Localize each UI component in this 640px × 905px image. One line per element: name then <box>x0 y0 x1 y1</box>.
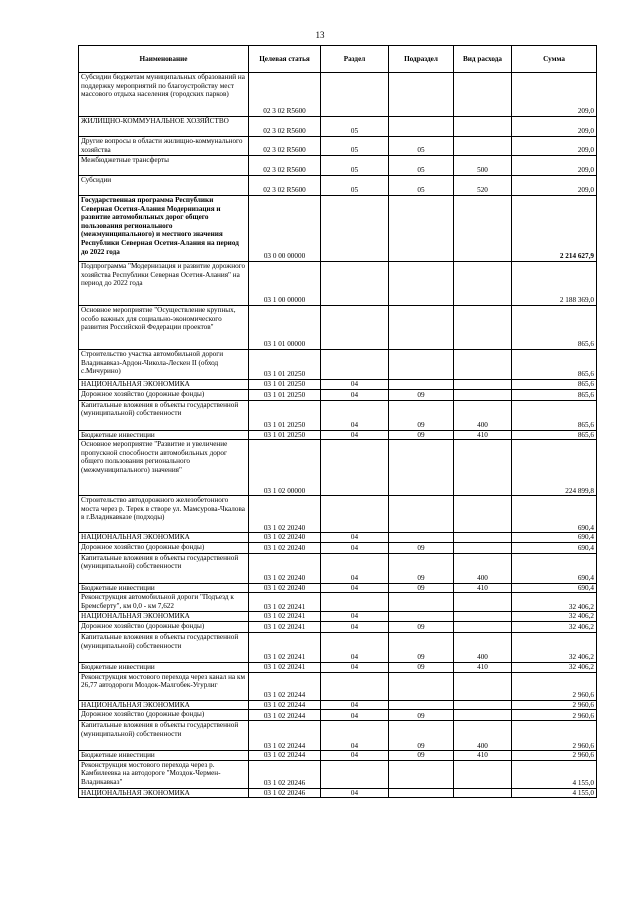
row-target: 03 1 02 20244 <box>249 751 321 761</box>
row-section: 04 <box>321 751 389 761</box>
row-sum: 865,6 <box>512 350 597 380</box>
row-sum: 32 406,2 <box>512 621 597 632</box>
row-subsection <box>389 612 454 622</box>
row-subsection <box>389 196 454 262</box>
header-expense-type: Вид расхода <box>454 46 512 73</box>
row-section: 04 <box>321 612 389 622</box>
row-name: НАЦИОНАЛЬНАЯ ЭКОНОМИКА <box>79 700 249 710</box>
row-subsection <box>389 533 454 543</box>
row-sum: 2 960,6 <box>512 700 597 710</box>
row-expense-type: 520 <box>454 176 512 196</box>
row-target: 03 1 02 20241 <box>249 632 321 662</box>
table-row <box>79 496 597 533</box>
row-name: Государственная программа Республики Северная Осетия-Алания Модернизация и развитие автомобильных дорог общего пользования регионального (межмуниципального) и местного значения Республики Северная Осетия-Алания на период до 2022 года <box>79 196 249 262</box>
row-subsection: 09 <box>389 632 454 662</box>
row-sum: 690,4 <box>512 542 597 553</box>
row-sum: 865,6 <box>512 306 597 350</box>
budget-table <box>78 45 597 798</box>
row-expense-type <box>454 350 512 380</box>
row-subsection <box>389 380 454 390</box>
row-target: 03 1 02 20246 <box>249 760 321 788</box>
row-expense-type <box>454 612 512 622</box>
row-subsection: 09 <box>389 542 454 553</box>
row-sum: 209,0 <box>512 176 597 196</box>
row-name: НАЦИОНАЛЬНАЯ ЭКОНОМИКА <box>79 788 249 798</box>
table-row <box>79 542 597 553</box>
row-target: 03 1 02 20240 <box>249 553 321 583</box>
row-section: 04 <box>321 400 389 430</box>
row-sum: 32 406,2 <box>512 662 597 672</box>
row-section <box>321 196 389 262</box>
row-name: Реконструкция автомобильной дороги "Подъезд к Бремсберту", км 0,0 - км 7,622 <box>79 593 249 612</box>
row-sum: 690,4 <box>512 496 597 533</box>
row-section: 04 <box>321 553 389 583</box>
row-target: 03 1 02 00000 <box>249 440 321 496</box>
table-row <box>79 533 597 543</box>
row-expense-type <box>454 380 512 390</box>
row-sum: 32 406,2 <box>512 632 597 662</box>
row-section <box>321 73 389 117</box>
row-target: 03 1 01 20250 <box>249 350 321 380</box>
row-sum: 2 960,6 <box>512 721 597 751</box>
table-header-row <box>79 46 597 73</box>
row-target: 03 1 02 20240 <box>249 533 321 543</box>
row-name: ЖИЛИЩНО-КОММУНАЛЬНОЕ ХОЗЯЙСТВО <box>79 117 249 137</box>
row-name: Основное мероприятие "Развитие и увеличение пропускной способности автомобильных дорог общего пользования регионального (межмуниципального) значения" <box>79 440 249 496</box>
row-expense-type: 400 <box>454 400 512 430</box>
row-expense-type: 410 <box>454 662 512 672</box>
row-section: 04 <box>321 700 389 710</box>
row-section <box>321 306 389 350</box>
row-name: Межбюджетные трансферты <box>79 156 249 176</box>
row-subsection <box>389 788 454 798</box>
row-target: 03 1 02 20240 <box>249 542 321 553</box>
row-section <box>321 760 389 788</box>
row-expense-type <box>454 788 512 798</box>
row-subsection: 09 <box>389 400 454 430</box>
row-target: 03 1 02 20244 <box>249 672 321 700</box>
row-expense-type: 400 <box>454 632 512 662</box>
row-name: НАЦИОНАЛЬНАЯ ЭКОНОМИКА <box>79 533 249 543</box>
row-sum: 865,6 <box>512 430 597 440</box>
row-expense-type <box>454 760 512 788</box>
row-name: Капитальные вложения в объекты государственной (муниципальной) собственности <box>79 721 249 751</box>
row-sum: 209,0 <box>512 73 597 117</box>
row-subsection <box>389 593 454 612</box>
row-sum: 4 155,0 <box>512 788 597 798</box>
row-expense-type <box>454 73 512 117</box>
row-sum: 2 188 369,0 <box>512 262 597 306</box>
table-row <box>79 662 597 672</box>
row-section: 04 <box>321 430 389 440</box>
row-name: Капитальные вложения в объекты государственной (муниципальной) собственности <box>79 632 249 662</box>
row-expense-type <box>454 306 512 350</box>
row-target: 03 1 02 20244 <box>249 700 321 710</box>
table-row <box>79 612 597 622</box>
row-target: 02 3 02 R5600 <box>249 176 321 196</box>
row-name: НАЦИОНАЛЬНАЯ ЭКОНОМИКА <box>79 380 249 390</box>
row-target: 03 1 02 20241 <box>249 612 321 622</box>
row-expense-type <box>454 621 512 632</box>
table-row <box>79 583 597 593</box>
row-name: Субсидии <box>79 176 249 196</box>
row-sum: 32 406,2 <box>512 593 597 612</box>
row-target: 02 3 02 R5600 <box>249 137 321 156</box>
row-subsection: 05 <box>389 156 454 176</box>
row-subsection: 09 <box>389 662 454 672</box>
row-expense-type <box>454 389 512 400</box>
row-subsection: 05 <box>389 137 454 156</box>
row-section <box>321 496 389 533</box>
row-expense-type <box>454 117 512 137</box>
table-row <box>79 380 597 390</box>
table-body <box>79 73 597 798</box>
row-expense-type: 410 <box>454 751 512 761</box>
table-row <box>79 710 597 721</box>
row-name: Бюджетные инвестиции <box>79 662 249 672</box>
table-row <box>79 632 597 662</box>
row-sum: 865,6 <box>512 389 597 400</box>
row-section: 04 <box>321 583 389 593</box>
row-target: 02 3 02 R5600 <box>249 117 321 137</box>
row-target: 03 1 02 20240 <box>249 496 321 533</box>
row-target: 03 0 00 00000 <box>249 196 321 262</box>
row-target: 03 1 01 20250 <box>249 400 321 430</box>
row-name: Бюджетные инвестиции <box>79 430 249 440</box>
table-row <box>79 430 597 440</box>
row-subsection: 09 <box>389 430 454 440</box>
row-expense-type: 410 <box>454 583 512 593</box>
row-name: Реконструкция мостового перехода через р. Камбилеевка на автодороге "Моздок-Чермен-Владикавказ" <box>79 760 249 788</box>
row-sum: 690,4 <box>512 553 597 583</box>
table-row <box>79 721 597 751</box>
row-sum: 2 214 627,9 <box>512 196 597 262</box>
row-name: Строительство автодорожного железобетонного моста через р. Терек в створе ул. Мамсурова-Чкалова в г.Владикавказе (подходы) <box>79 496 249 533</box>
row-sum: 2 960,6 <box>512 751 597 761</box>
row-target: 03 1 02 20244 <box>249 721 321 751</box>
row-expense-type <box>454 196 512 262</box>
table-row <box>79 389 597 400</box>
row-expense-type: 400 <box>454 721 512 751</box>
table-row <box>79 400 597 430</box>
row-section: 05 <box>321 117 389 137</box>
row-subsection <box>389 306 454 350</box>
row-section <box>321 350 389 380</box>
row-expense-type <box>454 440 512 496</box>
row-subsection <box>389 73 454 117</box>
row-sum: 2 960,6 <box>512 710 597 721</box>
row-section <box>321 262 389 306</box>
row-name: Дорожное хозяйство (дорожные фонды) <box>79 710 249 721</box>
row-sum: 209,0 <box>512 117 597 137</box>
row-subsection: 09 <box>389 553 454 583</box>
row-expense-type: 410 <box>454 430 512 440</box>
row-target: 03 1 00 00000 <box>249 262 321 306</box>
table-row <box>79 117 597 137</box>
row-expense-type <box>454 672 512 700</box>
row-target: 03 1 01 20250 <box>249 380 321 390</box>
row-section: 04 <box>321 710 389 721</box>
row-section: 04 <box>321 533 389 543</box>
row-section <box>321 440 389 496</box>
row-sum: 690,4 <box>512 533 597 543</box>
row-subsection: 09 <box>389 721 454 751</box>
row-sum: 865,6 <box>512 400 597 430</box>
row-section: 04 <box>321 621 389 632</box>
row-name: Дорожное хозяйство (дорожные фонды) <box>79 389 249 400</box>
row-section: 05 <box>321 176 389 196</box>
row-subsection <box>389 496 454 533</box>
row-subsection <box>389 700 454 710</box>
page-number: 13 <box>315 30 325 40</box>
row-target: 03 1 01 00000 <box>249 306 321 350</box>
row-name: Подпрограмма "Модернизация и развитие дорожного хозяйства Республики Северная Осетия-Алания" на период до 2022 года <box>79 262 249 306</box>
table-row <box>79 156 597 176</box>
row-sum: 865,6 <box>512 380 597 390</box>
row-section: 05 <box>321 137 389 156</box>
table-row <box>79 700 597 710</box>
table-row <box>79 306 597 350</box>
row-subsection: 09 <box>389 621 454 632</box>
row-expense-type <box>454 710 512 721</box>
row-expense-type <box>454 533 512 543</box>
row-name: Бюджетные инвестиции <box>79 583 249 593</box>
header-sum: Сумма <box>512 46 597 73</box>
row-name: Субсидии бюджетам муниципальных образований на поддержку мероприятий по благоустройству мест массового отдыха населения (городских парков) <box>79 73 249 117</box>
row-expense-type <box>454 593 512 612</box>
row-name: Капитальные вложения в объекты государственной (муниципальной) собственности <box>79 400 249 430</box>
row-name: Дорожное хозяйство (дорожные фонды) <box>79 621 249 632</box>
table-row <box>79 196 597 262</box>
row-section: 04 <box>321 380 389 390</box>
row-section: 05 <box>321 156 389 176</box>
row-section: 04 <box>321 662 389 672</box>
row-subsection <box>389 350 454 380</box>
table-row <box>79 788 597 798</box>
row-expense-type <box>454 700 512 710</box>
row-expense-type <box>454 137 512 156</box>
header-name: Наименование <box>79 46 249 73</box>
row-subsection: 09 <box>389 751 454 761</box>
row-section: 04 <box>321 389 389 400</box>
row-sum: 209,0 <box>512 156 597 176</box>
row-sum: 690,4 <box>512 583 597 593</box>
table-row <box>79 760 597 788</box>
row-section <box>321 593 389 612</box>
row-target: 03 1 02 20240 <box>249 583 321 593</box>
row-target: 03 1 02 20244 <box>249 710 321 721</box>
row-subsection: 09 <box>389 389 454 400</box>
table-row <box>79 553 597 583</box>
row-subsection <box>389 672 454 700</box>
row-subsection <box>389 262 454 306</box>
row-section: 04 <box>321 632 389 662</box>
row-target: 03 1 02 20246 <box>249 788 321 798</box>
row-expense-type: 400 <box>454 553 512 583</box>
header-target: Целевая статья <box>249 46 321 73</box>
row-sum: 2 960,6 <box>512 672 597 700</box>
row-expense-type: 500 <box>454 156 512 176</box>
row-target: 03 1 01 20250 <box>249 430 321 440</box>
row-target: 03 1 02 20241 <box>249 593 321 612</box>
row-subsection: 05 <box>389 176 454 196</box>
table-row <box>79 751 597 761</box>
row-expense-type <box>454 262 512 306</box>
row-target: 03 1 02 20241 <box>249 621 321 632</box>
row-sum: 32 406,2 <box>512 612 597 622</box>
table-row <box>79 137 597 156</box>
table-row <box>79 593 597 612</box>
table-row <box>79 350 597 380</box>
row-expense-type <box>454 542 512 553</box>
row-target: 03 1 01 20250 <box>249 389 321 400</box>
row-name: Другие вопросы в области жилищно-коммунального хозяйства <box>79 137 249 156</box>
row-sum: 224 899,8 <box>512 440 597 496</box>
row-sum: 209,0 <box>512 137 597 156</box>
row-target: 02 3 02 R5600 <box>249 73 321 117</box>
row-section <box>321 672 389 700</box>
row-target: 02 3 02 R5600 <box>249 156 321 176</box>
row-name: НАЦИОНАЛЬНАЯ ЭКОНОМИКА <box>79 612 249 622</box>
row-section: 04 <box>321 542 389 553</box>
row-target: 03 1 02 20241 <box>249 662 321 672</box>
table-row <box>79 262 597 306</box>
row-section: 04 <box>321 788 389 798</box>
table-row <box>79 73 597 117</box>
row-subsection: 09 <box>389 583 454 593</box>
row-subsection: 09 <box>389 710 454 721</box>
header-subsection: Подраздел <box>389 46 454 73</box>
table-row <box>79 672 597 700</box>
table-row <box>79 440 597 496</box>
row-section: 04 <box>321 721 389 751</box>
row-name: Основное мероприятие "Осуществление крупных, особо важных для социально-экономического развития Российской Федерации проектов" <box>79 306 249 350</box>
row-subsection <box>389 760 454 788</box>
table-row <box>79 621 597 632</box>
row-expense-type <box>454 496 512 533</box>
row-name: Капитальные вложения в объекты государственной (муниципальной) собственности <box>79 553 249 583</box>
row-name: Реконструкция мостового перехода через канал на км 26,77 автодороги Моздок-Малгобек-Угурлиг <box>79 672 249 700</box>
row-sum: 4 155,0 <box>512 760 597 788</box>
table-row <box>79 176 597 196</box>
row-name: Дорожное хозяйство (дорожные фонды) <box>79 542 249 553</box>
row-subsection <box>389 117 454 137</box>
row-name: Бюджетные инвестиции <box>79 751 249 761</box>
row-name: Строительство участка автомобильной дороги Владикавказ-Ардон-Чикола-Лескен II (обход с.Мичурино) <box>79 350 249 380</box>
row-subsection <box>389 440 454 496</box>
header-section: Раздел <box>321 46 389 73</box>
